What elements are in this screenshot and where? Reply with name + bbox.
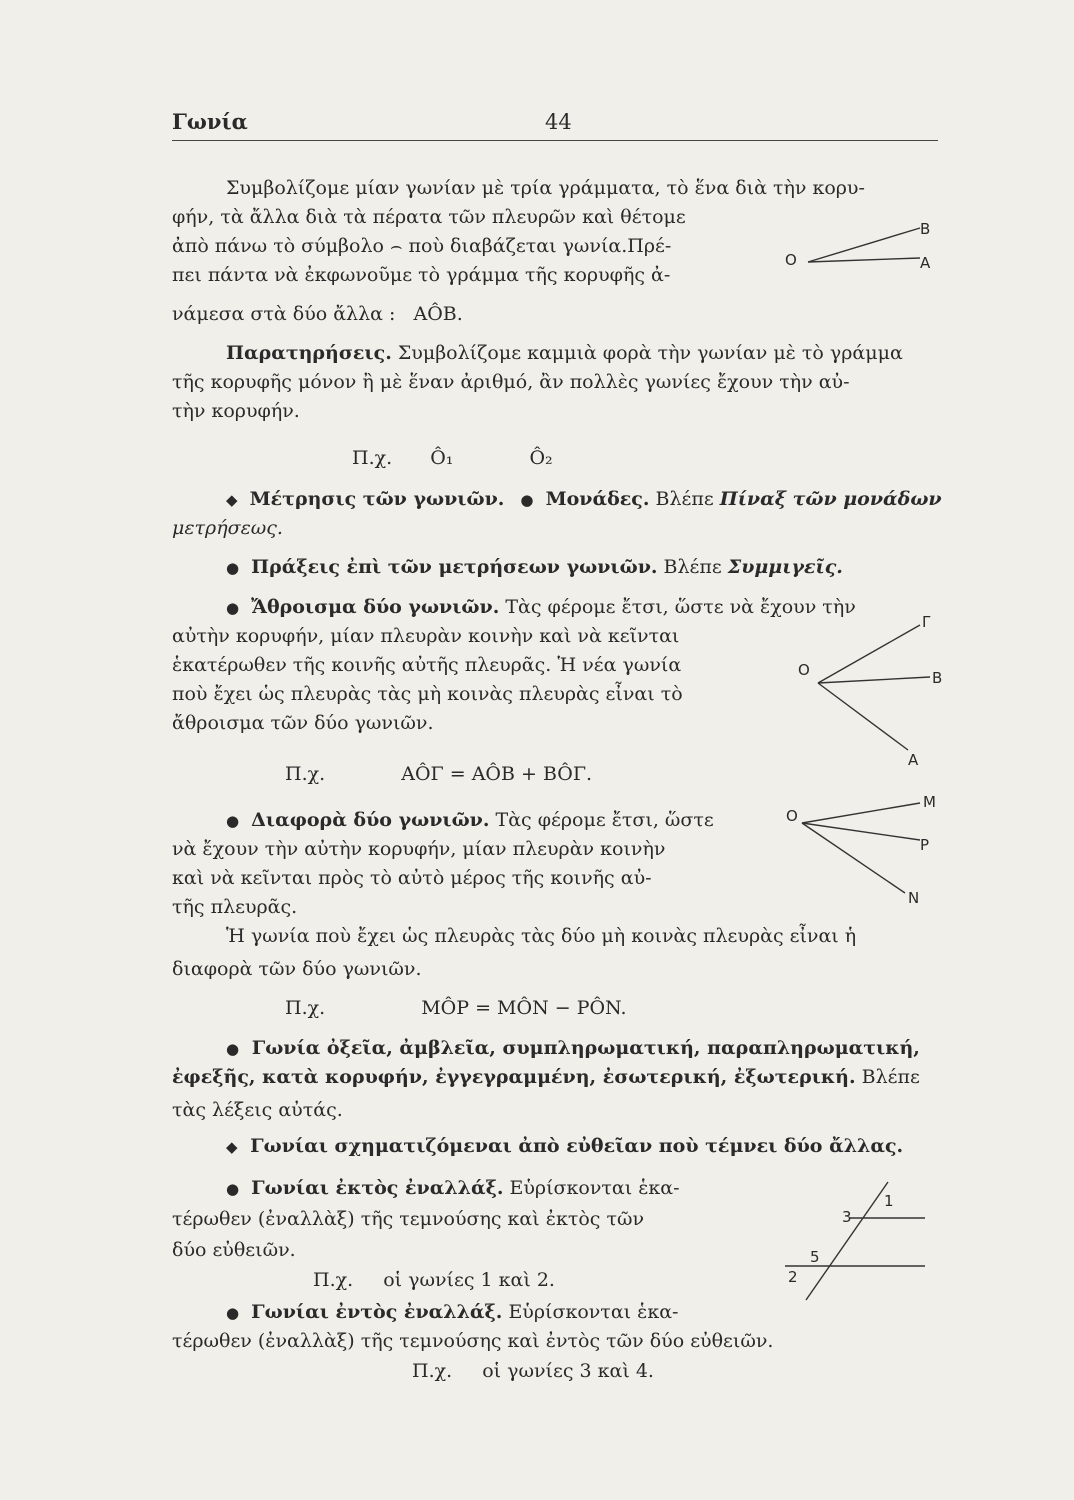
types-see: Βλέπε — [861, 1066, 920, 1088]
label-p: P — [920, 836, 930, 854]
alt-int-label: Γωνίαι ἐντὸς ἐναλλάξ. — [251, 1301, 503, 1323]
diff-line-2: νὰ ἔχουν τὴν αὐτὴν κορυφήν, μίαν πλευρὰν κοινὴν — [172, 838, 666, 860]
label-m: M — [923, 793, 936, 811]
intro-line-3: ἀπὸ πάνω τὸ σύμβολο ⌢ ποὺ διαβάζεται γωνία.Πρέ- — [172, 235, 672, 257]
types-line-2 — [172, 1065, 920, 1089]
page-number: 44 — [545, 110, 572, 134]
diff-line-3: καὶ νὰ κεῖνται πρὸς τὸ αὐτὸ μέρος τῆς κοινῆς αὐ- — [172, 867, 652, 889]
diff-line-1-text: Τὰς φέρομε ἔτσι, ὥστε — [495, 809, 714, 831]
ray-ob — [818, 677, 930, 683]
remarks-line-1-text: Συμβολίζομε καμμιὰ φορὰ τὴν γωνίαν μὲ τὸ γράμμα — [397, 342, 903, 364]
diamond-icon: ◆ — [226, 1138, 238, 1156]
measure-ref-cont: μετρήσεως. — [172, 517, 283, 539]
diff-formula: MÔP = MÔN − PÔN. — [421, 997, 627, 1019]
diff-line-5: Ἡ γωνία ποὺ ἔχει ὡς πλευρὰς τὰς δύο μὴ κοινὰς πλευρὰς εἶναι ἡ — [226, 925, 857, 947]
bullet-icon: ● — [226, 1180, 240, 1198]
intro-line-5-text: νάμεσα στὰ δύο ἄλλα : — [172, 303, 396, 325]
bullet-icon: ● — [226, 1304, 240, 1322]
alt-ext-line-1 — [226, 1176, 680, 1201]
remarks-line-3: τὴν κορυφήν. — [172, 400, 300, 422]
bullet-icon: ● — [226, 1040, 240, 1058]
diamond-icon: ◆ — [226, 491, 238, 509]
ray-oa — [808, 258, 920, 262]
measure-line-1 — [226, 487, 942, 512]
measure-see: Βλέπε — [655, 488, 714, 510]
bullet-icon: ● — [520, 491, 534, 509]
bullet-icon: ● — [226, 559, 240, 577]
alt-int-line-1 — [226, 1300, 678, 1325]
types-line-1 — [226, 1036, 920, 1061]
bullet-icon: ● — [226, 812, 240, 830]
measure-label: Μέτρησις τῶν γωνιῶν. — [249, 488, 505, 510]
remarks-label: Παρατηρήσεις. — [226, 342, 392, 364]
label-g: Γ — [922, 613, 931, 631]
ray-op — [802, 823, 920, 840]
ray-ob — [808, 228, 920, 262]
alt-ext-line-1-text: Εὑρίσκονται ἑκα- — [509, 1177, 680, 1199]
label-a: A — [920, 254, 931, 272]
page-header-title: Γωνία — [172, 109, 248, 134]
measure-ref: Πίναξ τῶν μονάδων — [719, 488, 942, 510]
alt-int-example — [412, 1359, 654, 1383]
diff-example-label: Π.χ. — [285, 997, 326, 1019]
intro-line-2: φήν, τὰ ἄλλα διὰ τὰ πέρατα τῶν πλευρῶν καὶ θέτομε — [172, 206, 686, 228]
header-rule — [172, 140, 938, 141]
remarks-line-2: τῆς κορυφῆς μόνον ἢ μὲ ἕναν ἀριθμό, ἂν πολλὲς γωνίες ἔχουν τὴν αὐ- — [172, 371, 850, 393]
sum-line-1-text: Τὰς φέρομε ἔτσι, ὥστε νὰ ἔχουν τὴν — [505, 596, 856, 618]
sum-label: Ἄθροισμα δύο γωνιῶν. — [251, 596, 500, 618]
angle-aob-symbol: AÔB. — [413, 303, 463, 325]
types-line-2-text: ἐφεξῆς, κατὰ κορυφήν, ἐγγεγραμμένη, ἐσωτερική, ἐξωτερική. — [172, 1066, 856, 1088]
label-1: 1 — [884, 1192, 894, 1210]
remarks-line-1 — [226, 341, 903, 365]
bullet-icon: ● — [226, 599, 240, 617]
label-n: N — [908, 889, 920, 907]
sum-formula: AÔΓ = AÔB + BÔΓ. — [401, 763, 593, 785]
ray-on — [802, 823, 905, 893]
label-o: O — [785, 251, 797, 269]
angle-sum-figure — [790, 615, 950, 775]
alt-ext-label: Γωνίαι ἐκτὸς ἐναλλάξ. — [251, 1177, 504, 1199]
diff-line-1 — [226, 808, 714, 833]
alt-int-example-label: Π.χ. — [412, 1360, 453, 1382]
angle-o1: Ô₁ — [430, 447, 454, 469]
ray-oa — [818, 683, 908, 750]
remarks-example — [352, 446, 553, 470]
sum-line-4: ποὺ ἔχει ὡς πλευρὰς τὰς μὴ κοινὰς πλευρὰς εἶναι τὸ — [172, 683, 683, 705]
transversal-line-shape — [806, 1182, 888, 1300]
diff-line-6: διαφορὰ τῶν δύο γωνιῶν. — [172, 958, 422, 980]
ray-og — [818, 625, 920, 683]
intro-line-5 — [172, 302, 463, 326]
operations-line — [226, 555, 843, 580]
label-5: 5 — [810, 1248, 820, 1266]
label-2: 2 — [788, 1268, 798, 1286]
types-line-1-text: Γωνία ὀξεῖα, ἀμβλεῖα, συμπληρωματική, παραπληρωματική, — [251, 1037, 920, 1059]
label-b: B — [932, 669, 943, 687]
intro-line-4: πει πάντα νὰ ἐκφωνοῦμε τὸ γράμμα τῆς κορυφῆς ἀ- — [172, 264, 671, 286]
sum-line-2: αὐτὴν κορυφήν, μίαν πλευρὰν κοινὴν καὶ νὰ κεῖνται — [172, 625, 680, 647]
operations-ref: Συμμιγεῖς. — [727, 556, 843, 578]
alt-ext-example — [313, 1268, 555, 1292]
label-o: O — [786, 807, 798, 825]
label-b: B — [920, 220, 931, 238]
alt-int-example-text: οἱ γωνίες 3 καὶ 4. — [482, 1360, 654, 1382]
transversal-figure — [780, 1170, 940, 1310]
intro-line-1: Συμβολίζομε μίαν γωνίαν μὲ τρία γράμματα, τὸ ἕνα διὰ τὴν κορυ- — [226, 177, 865, 199]
diff-label: Διαφορὰ δύο γωνιῶν. — [251, 809, 490, 831]
diff-example — [285, 996, 627, 1020]
sum-example — [285, 762, 592, 786]
remarks-example-label: Π.χ. — [352, 447, 393, 469]
label-3: 3 — [842, 1208, 852, 1226]
diff-line-4: τῆς πλευρᾶς. — [172, 896, 298, 918]
transversal-line — [226, 1134, 903, 1159]
transversal-label: Γωνίαι σχηματιζόμεναι ἀπὸ εὐθεῖαν ποὺ τέμνει δύο ἄλλας. — [250, 1135, 904, 1157]
operations-label: Πράξεις ἐπὶ τῶν μετρήσεων γωνιῶν. — [251, 556, 658, 578]
ray-om — [802, 803, 920, 823]
alt-ext-line-3: δύο εὐθειῶν. — [172, 1239, 296, 1261]
types-line-3: τὰς λέξεις αὐτάς. — [172, 1099, 343, 1121]
alt-int-line-2: τέρωθεν (ἐναλλὰξ) τῆς τεμνούσης καὶ ἐντὸς τῶν δύο εὐθειῶν. — [172, 1330, 774, 1352]
label-o: O — [798, 661, 810, 679]
operations-see: Βλέπε — [663, 556, 722, 578]
angle-aob-figure — [780, 218, 940, 288]
label-a: A — [908, 751, 919, 769]
alt-ext-example-label: Π.χ. — [313, 1269, 354, 1291]
sum-line-1 — [226, 595, 856, 620]
alt-ext-line-2: τέρωθεν (ἐναλλὰξ) τῆς τεμνούσης καὶ ἐκτὸς τῶν — [172, 1208, 645, 1230]
angle-o2: Ô₂ — [529, 447, 553, 469]
alt-int-line-1-text: Εὑρίσκονται ἑκα- — [508, 1301, 679, 1323]
sum-line-3: ἑκατέρωθεν τῆς κοινῆς αὐτῆς πλευρᾶς. Ἡ νέα γωνία — [172, 654, 682, 676]
angle-diff-figure — [780, 785, 950, 915]
sum-line-5: ἄθροισμα τῶν δύο γωνιῶν. — [172, 712, 434, 734]
sum-example-label: Π.χ. — [285, 763, 326, 785]
units-label: Μονάδες. — [545, 488, 650, 510]
alt-ext-example-text: οἱ γωνίες 1 καὶ 2. — [383, 1269, 555, 1291]
